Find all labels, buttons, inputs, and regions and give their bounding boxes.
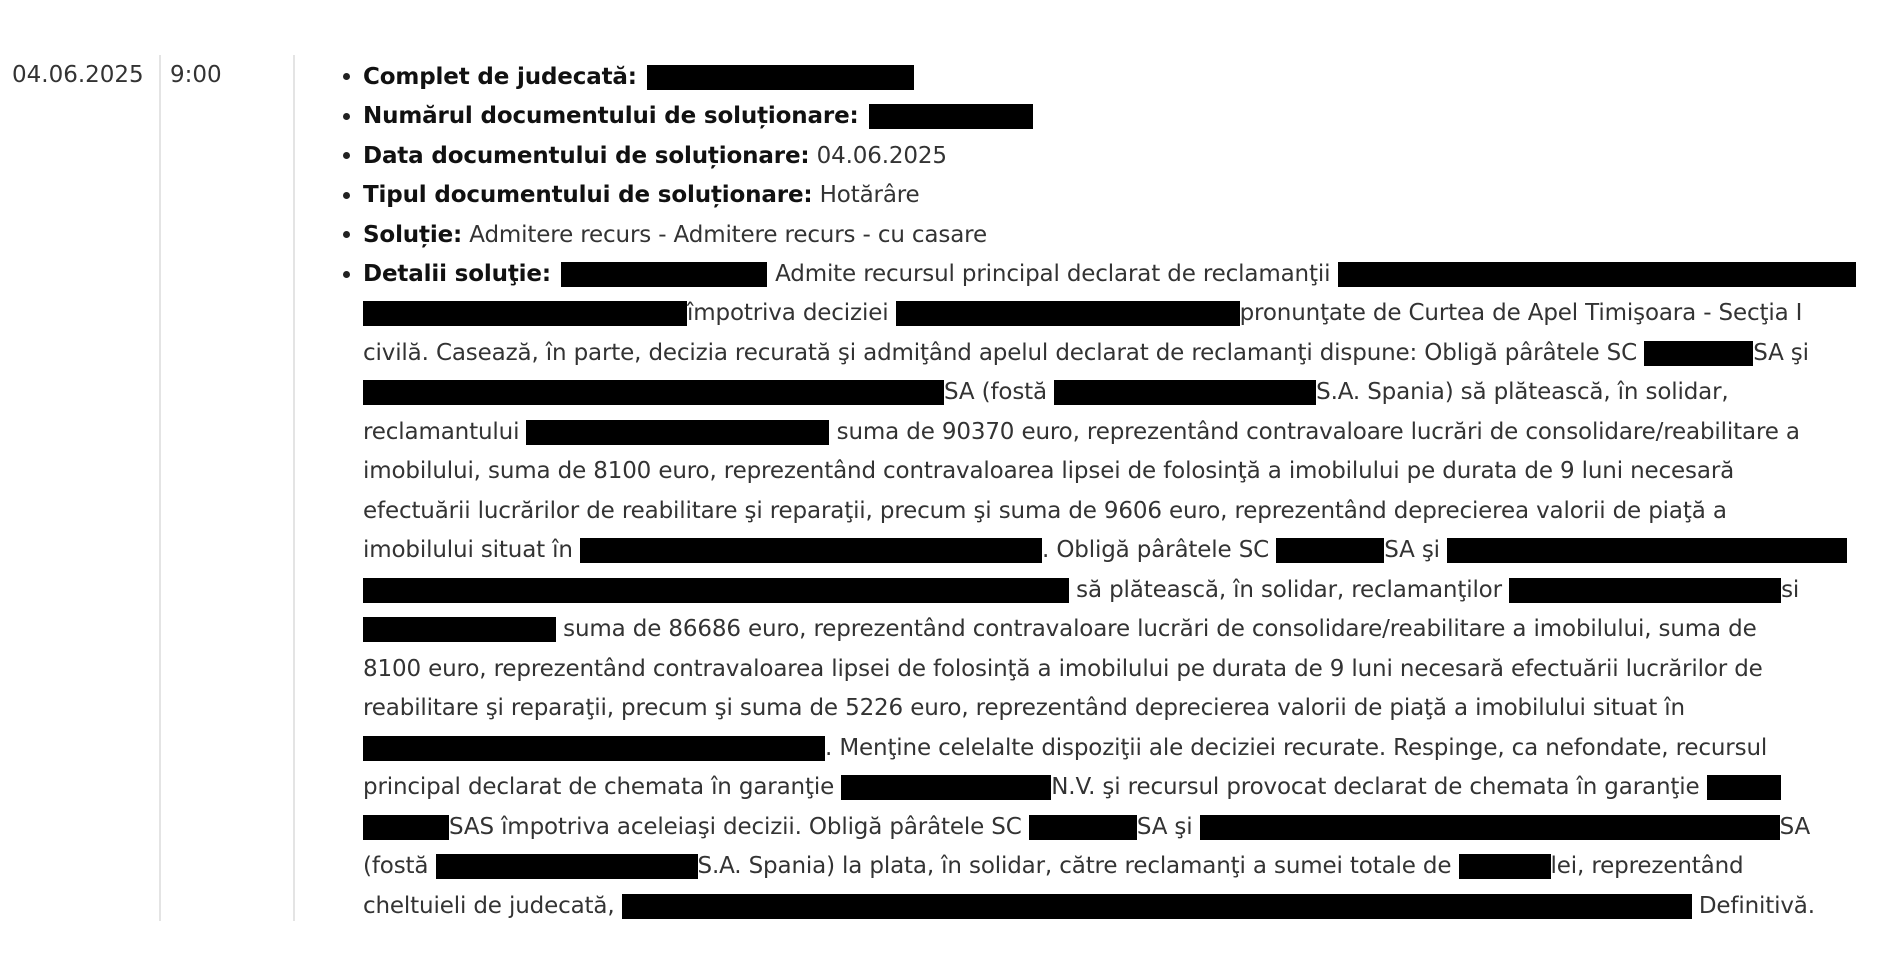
details-text: Admite recursul principal declarat de reclamanţii [775,261,1338,287]
list-item-complet [363,61,914,93]
bullet-icon [343,192,350,199]
item-label: Complet de judecată: [363,64,637,90]
redaction-box [1054,380,1316,405]
details-line [363,574,1799,606]
details-line [363,495,1727,527]
details-text: . Obligă pârâtele SC [1042,537,1277,563]
list-item-solutie [363,219,987,251]
list-item-numar-document [363,100,1033,132]
redaction-box [896,301,1240,326]
item-label: Detalii soluţie: [363,261,551,287]
details-text: cheltuieli de judecată, [363,893,622,919]
redaction-box [1447,538,1847,563]
details-text: efectuării lucrărilor de reabilitare şi reparaţii, precum şi suma de 9606 euro, reprezentând deprecierea valorii de piaţă a [363,498,1727,524]
time-cell: 9:00 [170,62,222,88]
item-value: Hotărâre [812,182,920,208]
details-text: Definitivă. [1691,893,1815,919]
item-label: Numărul documentului de soluționare: [363,103,859,129]
item-label: Tipul documentului de soluționare: [363,182,813,208]
details-text: SA şi [1753,340,1809,366]
details-line [363,692,1685,724]
details-text: . Menţine celelalte dispoziţii ale deciziei recurate. Respinge, ca nefondate, recursul [825,735,1768,761]
bullet-icon [343,231,350,238]
details-text: reclamantului [363,419,527,445]
details-text: (fostă [363,853,436,879]
details-text: imobilului, suma de 8100 euro, reprezentând contravaloarea lipsei de folosinţă a imobilului pe durata de 9 luni necesară [363,458,1735,484]
redaction-box [436,854,698,879]
details-line [363,890,1815,922]
details-line [363,416,1800,448]
details-text: SA şi [1136,814,1200,840]
redaction-box [1707,775,1781,800]
item-label: Data documentului de soluționare: [363,143,810,169]
redaction-box [1200,815,1780,840]
details-text: S.A. Spania) la plata, în solidar, către reclamanţi a sumei totale de [697,853,1459,879]
details-line [363,811,1810,843]
details-text: reabilitare şi reparaţii, precum şi suma de 5226 euro, reprezentând deprecierea valorii de piaţă a imobilului situat în [363,695,1685,721]
item-label: Soluție: [363,222,463,248]
bullet-icon [343,113,350,120]
details-line [363,771,1781,803]
redaction-box [841,775,1051,800]
details-line [363,337,1809,369]
redaction-box [363,617,556,642]
details-text: împotriva deciziei [687,300,896,326]
item-value: 04.06.2025 [809,143,947,169]
details-line [363,732,1767,764]
redaction-box [622,894,1692,919]
details-text: si [1781,577,1800,603]
list-item-tip-document [363,179,920,211]
redaction-box [363,815,449,840]
details-line [363,455,1734,487]
redaction-box [869,104,1033,129]
redaction-box [647,65,914,90]
details-text: N.V. şi recursul provocat declarat de chemata în garanţie [1051,774,1707,800]
redaction-box [1459,854,1551,879]
details-text: SA (fostă [944,379,1055,405]
details-text: imobilului situat în [363,537,581,563]
details-text: suma de 90370 euro, reprezentând contravaloare lucrări de consolidare/reabilitare a [829,419,1800,445]
bullet-icon [343,73,350,80]
redaction-box [1338,262,1856,287]
details-text: S.A. Spania) să plătească, în solidar, [1316,379,1729,405]
details-line [363,613,1757,645]
details-text: pronunţate de Curtea de Apel Timişoara - Secţia I [1239,300,1803,326]
redaction-box [363,301,687,326]
bullet-icon [343,271,350,278]
bullet-icon [343,152,350,159]
redaction-box [1029,815,1137,840]
details-line [363,297,1802,329]
redaction-box [363,578,1069,603]
details-text: SAS împotriva aceleiaşi decizii. Obligă pârâtele SC [449,814,1029,840]
list-item-detalii-solutie [363,258,1856,290]
details-text: 8100 euro, reprezentând contravaloarea lipsei de folosinţă a imobilului pe durata de 9 luni necesară efectuării lucrărilor de [363,656,1763,682]
details-line [363,653,1763,685]
redaction-box [526,420,829,445]
redaction-box [363,380,944,405]
details-line [363,850,1743,882]
date-cell: 04.06.2025 [12,62,144,88]
details-text: civilă. Casează, în parte, decizia recurată şi admiţând apelul declarat de reclamanţi dispune: Obligă pârâtele SC [363,340,1645,366]
details-text: suma de 86686 euro, reprezentând contravaloare lucrări de consolidare/reabilitare a imobilului, suma de [556,616,1757,642]
redaction-box [363,736,825,761]
details-line [363,376,1729,408]
list-item-data-document [363,140,947,172]
redaction-box [1509,578,1781,603]
details-text: SA [1779,814,1811,840]
item-value: Admitere recurs - Admitere recurs - cu casare [462,222,987,248]
details-line [363,534,1847,566]
redaction-box [561,262,767,287]
details-text: să plătească, în solidar, reclamanţilor [1069,577,1510,603]
redaction-box [1276,538,1384,563]
redaction-box [580,538,1042,563]
redaction-box [1644,341,1753,366]
details-text: principal declarat de chemata în garanţie [363,774,842,800]
details-text: lei, reprezentând [1550,853,1744,879]
details-text: SA şi [1384,537,1448,563]
